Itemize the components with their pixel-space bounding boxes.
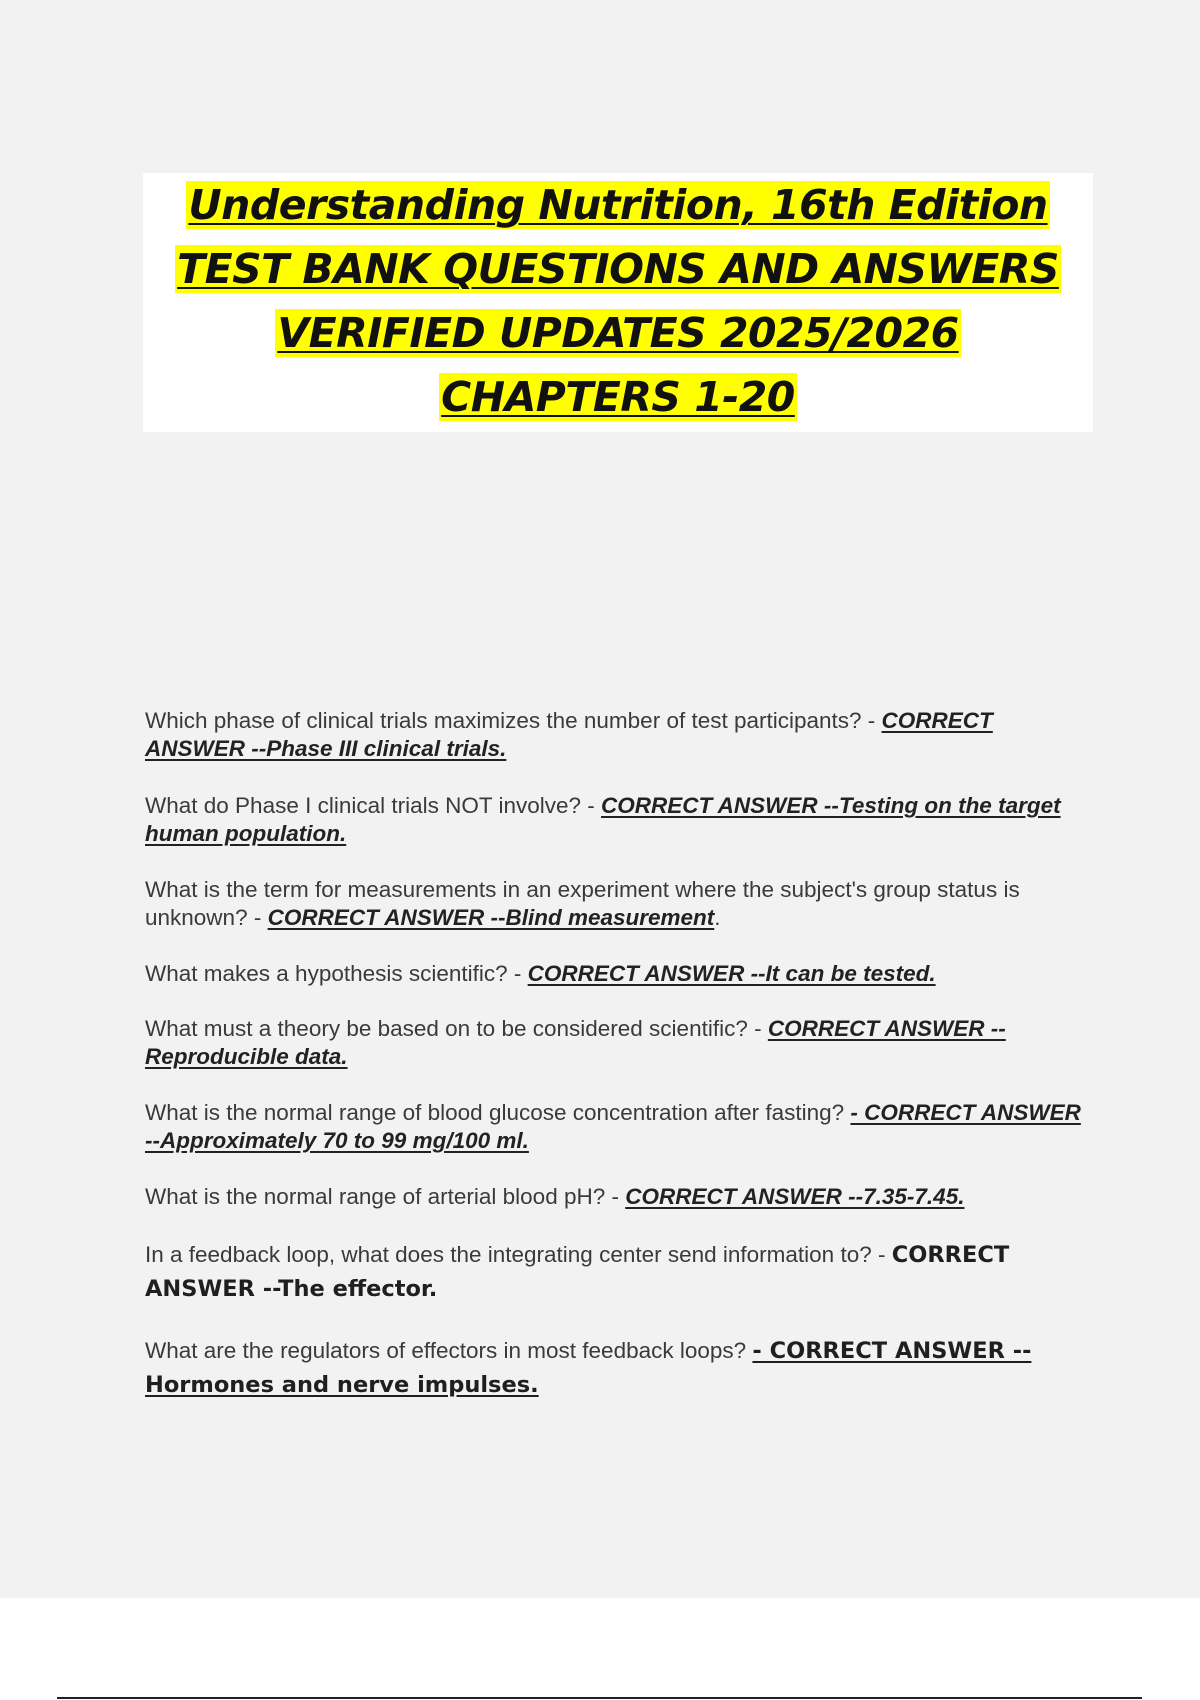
answer-text: CORRECT ANSWER --The effector. bbox=[145, 1242, 1010, 1302]
qa-item-7: What is the normal range of arterial blood pH? - CORRECT ANSWER --7.35-7.45. bbox=[145, 1184, 965, 1209]
title-block bbox=[143, 173, 1093, 432]
title-line-4: CHAPTERS 1-20 bbox=[441, 373, 795, 421]
qa-item-3: What is the term for measurements in an experiment where the subject's group status is unknown? - CORRECT ANSWER --Blind measurement. bbox=[145, 877, 1020, 930]
title-line-3: VERIFIED UPDATES 2025/2026 bbox=[277, 309, 959, 357]
title-line-2: TEST BANK QUESTIONS AND ANSWERS bbox=[177, 245, 1059, 293]
qa-item-5: What must a theory be based on to be considered scientific? - CORRECT ANSWER --Reproducible data. bbox=[145, 1016, 1006, 1069]
title-line-1: Understanding Nutrition, 16th Edition bbox=[188, 181, 1048, 229]
answer-text: CORRECT ANSWER --It can be tested. bbox=[527, 961, 936, 986]
answer-text: - CORRECT ANSWER --Hormones and nerve impulses. bbox=[145, 1338, 1032, 1398]
answer-text: CORRECT ANSWER --Blind measurement bbox=[267, 905, 715, 930]
answer-text: CORRECT ANSWER --Testing on the target human population. bbox=[145, 793, 1061, 846]
qa-item-1: Which phase of clinical trials maximizes the number of test participants? - CORRECT ANSWER --Phase III clinical trials. bbox=[145, 708, 993, 761]
answer-text: - CORRECT ANSWER --Approximately 70 to 99 mg/100 ml. bbox=[145, 1100, 1081, 1153]
answer-text: CORRECT ANSWER --Reproducible data. bbox=[145, 1016, 1006, 1069]
qa-item-4: What makes a hypothesis scientific? - CORRECT ANSWER --It can be tested. bbox=[145, 961, 936, 986]
answer-text: CORRECT ANSWER --7.35-7.45. bbox=[625, 1184, 965, 1209]
answer-text: CORRECT ANSWER --Phase III clinical trials. bbox=[145, 708, 993, 761]
qa-item-8: In a feedback loop, what does the integrating center send information to? - CORRECT ANSWER --The effector. bbox=[145, 1242, 1010, 1302]
qa-item-6: What is the normal range of blood glucose concentration after fasting? - CORRECT ANSWER --Approximately 70 to 99 mg/100 ml. bbox=[145, 1100, 1081, 1153]
qa-item-2: What do Phase I clinical trials NOT involve? - CORRECT ANSWER --Testing on the target human population. bbox=[145, 793, 1061, 846]
footer-divider bbox=[57, 1697, 1142, 1699]
qa-item-9: What are the regulators of effectors in most feedback loops? - CORRECT ANSWER --Hormones and nerve impulses. bbox=[145, 1338, 1032, 1398]
